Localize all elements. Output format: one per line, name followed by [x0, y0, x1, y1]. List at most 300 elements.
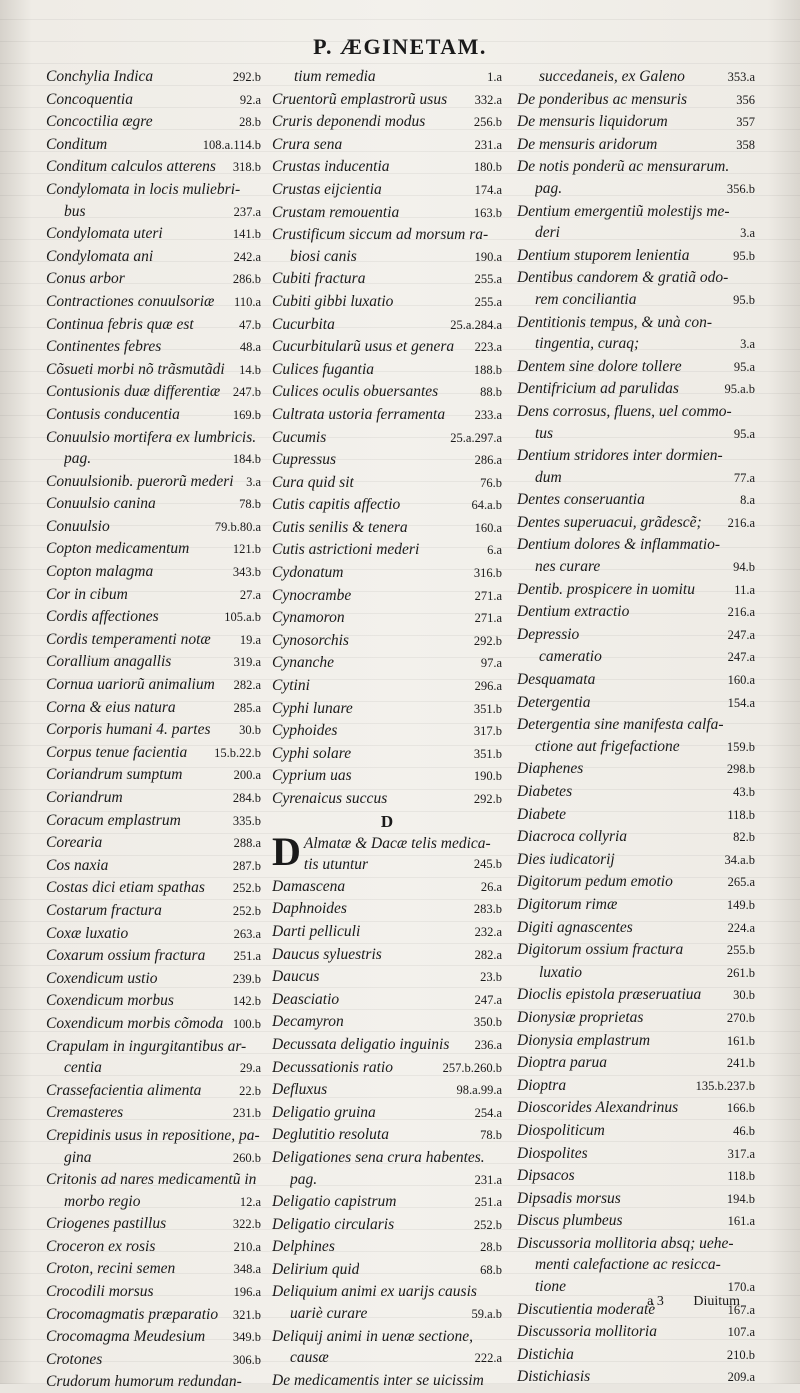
- index-entry: [46, 877, 261, 900]
- entry-text: Almatæ & Dacæ telis medica-: [303, 834, 491, 852]
- page-reference: 252.b: [473, 1217, 502, 1232]
- entry-text: Coxæ luxatio: [46, 924, 129, 942]
- page-reference: 92.a: [239, 92, 261, 107]
- page-reference: 1.a: [487, 70, 502, 84]
- page-reference: 284.b: [232, 791, 261, 805]
- page-reference: 298.b: [726, 762, 755, 777]
- entry-text: Concoctilia ægre: [46, 113, 153, 131]
- entry-continuation: [517, 423, 755, 446]
- index-entry: [517, 1165, 755, 1188]
- entry-continuation: [272, 246, 502, 269]
- page-reference: 3.a: [246, 474, 261, 489]
- entry-text: Cura quid sit: [272, 473, 354, 491]
- index-entry: [46, 719, 261, 742]
- page-reference: 322.b: [232, 1217, 261, 1232]
- page-reference: 233.a: [474, 407, 502, 422]
- entry-text: Delphines: [272, 1238, 335, 1256]
- entry-text: tium remedia: [294, 68, 376, 85]
- page-reference: 22.b: [239, 1083, 261, 1098]
- index-entry: [272, 1034, 502, 1057]
- page-reference: 76.b: [480, 475, 502, 490]
- page-reference: 27.a: [239, 587, 261, 602]
- index-entry: [517, 201, 755, 245]
- page-reference: 286.b: [232, 272, 261, 287]
- index-entry: [46, 945, 261, 968]
- page-reference: 349.b: [232, 1330, 261, 1345]
- index-entry: [46, 561, 261, 584]
- entry-text: Digitorum rimæ: [517, 895, 618, 913]
- entry-text: Dentium emergentiũ molestijs me-: [517, 202, 730, 220]
- page-reference: 3.a: [740, 337, 755, 352]
- page-reference: 25.a.284.a: [450, 317, 502, 332]
- page-reference: 358: [736, 137, 755, 152]
- index-entry: [272, 1191, 502, 1214]
- page-reference: 343.b: [232, 565, 261, 580]
- index-entry: [46, 923, 261, 946]
- index-entry: [272, 404, 502, 427]
- page-reference: 95.b: [733, 248, 755, 263]
- page-reference: 242.a: [233, 249, 261, 264]
- entry-text-cont: biosi canis: [290, 247, 357, 265]
- entry-text: Deligatio circularis: [272, 1215, 395, 1233]
- page-reference: 209.a: [727, 1370, 755, 1385]
- index-entry: [46, 1304, 261, 1327]
- entry-text: Crepidinis usus in repositione, pa-: [46, 1126, 260, 1144]
- index-entry: [46, 1371, 261, 1393]
- page-reference: 288.a: [233, 836, 261, 851]
- index-entry: [272, 517, 502, 540]
- page-reference: 231.b: [232, 1106, 261, 1121]
- entry-text: Cruentorũ emplastrorũ usus: [272, 90, 448, 108]
- page-reference: 30.b: [733, 988, 755, 1003]
- entry-text: Corearia: [46, 834, 103, 852]
- page-reference: 271.a: [474, 588, 502, 603]
- index-entry: [272, 765, 502, 788]
- index-entry: [517, 267, 755, 311]
- index-entry: [272, 89, 502, 112]
- entry-text: Cutis capitis affectio: [272, 496, 401, 514]
- entry-text: Conuulsio canina: [46, 495, 156, 513]
- index-column-2: [272, 66, 502, 1391]
- page-reference: 142.b: [232, 994, 261, 1009]
- index-entry: [46, 584, 261, 607]
- index-entry: [46, 516, 261, 539]
- page-reference: 30.b: [239, 723, 261, 738]
- entry-text: Corallium anagallis: [46, 653, 172, 671]
- index-entry: [46, 66, 261, 89]
- entry-text: Cornua uariorũ animalium: [46, 676, 215, 694]
- entry-text: Cyphi lunare: [272, 699, 353, 717]
- page-reference: 14.b: [239, 362, 261, 377]
- index-entry: [517, 134, 755, 157]
- entry-continuation: [517, 178, 755, 201]
- index-entry: [517, 939, 755, 962]
- index-entry: [272, 472, 502, 495]
- section-letter: D: [380, 811, 394, 831]
- entry-text: Cyphi solare: [272, 744, 352, 762]
- entry-text: Dentium stridores inter dormien-: [517, 447, 723, 465]
- entry-text: Cordis affectiones: [46, 608, 159, 626]
- page-reference: 59.a.b: [471, 1307, 502, 1322]
- entry-text: Deligatio capistrum: [272, 1193, 397, 1211]
- index-entry: [46, 1102, 261, 1125]
- entry-text: Dioptra parua: [517, 1054, 607, 1072]
- index-entry: [517, 826, 755, 849]
- entry-text: Dipsadis morsus: [517, 1189, 621, 1207]
- page-reference: 100.b: [232, 1016, 261, 1031]
- index-entry: [46, 832, 261, 855]
- page-reference: 252.b: [232, 881, 261, 896]
- entry-text: De mensuris liquidorum: [517, 113, 668, 131]
- entry-text: Discussoria mollitoria: [517, 1323, 657, 1341]
- entry-text: Cordis temperamenti notæ: [46, 630, 211, 648]
- page-footer: [621, 1294, 740, 1310]
- page-reference: 159.b: [726, 739, 755, 754]
- page-reference: 282.a: [233, 678, 261, 693]
- entry-continuation: [304, 854, 502, 876]
- page-reference: 216.a: [727, 605, 755, 620]
- entry-text: Conuulsionib. puerorũ mederi: [46, 472, 234, 490]
- index-entry: [272, 494, 502, 517]
- entry-text: Crapulam in ingurgitantibus ar-: [46, 1037, 247, 1055]
- page-reference: 292.b: [473, 792, 502, 806]
- entry-text: Dies iudicatorij: [517, 850, 615, 868]
- entry-continuation: [517, 556, 755, 579]
- page-reference: 82.b: [733, 830, 755, 845]
- entry-text: Dionysia emplastrum: [517, 1031, 651, 1049]
- index-entry: [46, 268, 261, 291]
- index-entry: [46, 1036, 261, 1080]
- page-reference: 317.a: [727, 1146, 755, 1161]
- page-reference: 28.b: [239, 115, 261, 130]
- entry-text: Conditum: [46, 135, 108, 153]
- page-reference: 12.a: [239, 1194, 261, 1209]
- entry-text: Dens corrosus, fluens, uel commo-: [517, 402, 732, 420]
- index-entry: [517, 646, 755, 669]
- entry-text: Dentium dolores & inflammatio-: [517, 536, 721, 554]
- entry-text: Condylomata in locis muliebri-: [46, 180, 241, 198]
- page-reference: 350.b: [473, 1015, 502, 1030]
- page-reference: 169.b: [232, 407, 261, 422]
- index-entry: [272, 336, 502, 359]
- entry-text: Cynamoron: [272, 609, 345, 627]
- index-entry: [517, 534, 755, 578]
- page-reference: 239.b: [232, 971, 261, 986]
- page-reference: 241.b: [726, 1056, 755, 1071]
- entry-text: Dentib. prospicere in uomitu: [517, 580, 695, 598]
- entry-text: Cruris deponendi modus: [272, 113, 426, 131]
- index-entry: [517, 1344, 755, 1367]
- entry-text: Corporis humani 4. partes: [46, 721, 211, 739]
- index-entry: [272, 449, 502, 472]
- index-entry: [272, 314, 502, 337]
- entry-text: Daucus syluestris: [272, 945, 382, 963]
- entry-text: Detergentia: [517, 693, 591, 711]
- entry-text: Cucumis: [272, 428, 327, 446]
- index-entry: [46, 1080, 261, 1103]
- entry-text: Cyphoides: [272, 722, 338, 740]
- index-entry: [517, 356, 755, 379]
- index-entry: [46, 291, 261, 314]
- index-entry: [517, 489, 755, 512]
- entry-text: Crustam remouentia: [272, 203, 400, 221]
- index-entry: [517, 1052, 755, 1075]
- index-entry: [46, 89, 261, 112]
- entry-text: Coracum emplastrum: [46, 811, 181, 829]
- page-reference: 43.b: [733, 785, 755, 799]
- page-reference: 265.a: [727, 875, 755, 890]
- entry-text: Cynanche: [272, 654, 334, 672]
- entry-text: Conuulsio: [46, 517, 110, 535]
- index-entry: [517, 312, 755, 356]
- entry-text: Discus plumbeus: [517, 1212, 623, 1230]
- entry-text: Cucurbitularũ usus et genera: [272, 338, 455, 356]
- index-entry: [517, 1188, 755, 1211]
- entry-text: Cremasteres: [46, 1104, 124, 1122]
- entry-text: Decussata deligatio inguinis: [272, 1035, 450, 1053]
- index-entry: [517, 111, 755, 134]
- page-header: P. ÆGINETAM.: [313, 34, 487, 59]
- page-reference: 161.a: [727, 1214, 755, 1229]
- page-reference: 319.a: [233, 655, 261, 670]
- entry-continuation: [517, 222, 755, 245]
- catchword: Diuitum: [693, 1294, 740, 1309]
- entry-text-cont: bus: [64, 202, 86, 220]
- page-reference: 270.b: [726, 1010, 755, 1025]
- page-reference: 224.a: [727, 920, 755, 935]
- index-entry: [272, 562, 502, 585]
- index-entry: [517, 245, 755, 268]
- entry-text: Discussoria mollitoria absq; uehe-: [517, 1234, 734, 1252]
- entry-text-cont: tus: [535, 424, 554, 442]
- entry-text: Dentium stuporem lenientia: [517, 246, 690, 264]
- index-entry: [517, 1321, 755, 1344]
- index-entry: [517, 401, 755, 445]
- entry-text: Contractiones conuulsoriæ: [46, 292, 215, 310]
- page-reference: 216.a: [727, 515, 755, 530]
- index-entry: [272, 111, 502, 134]
- page-reference: 107.a: [727, 1325, 755, 1340]
- index-entry: [272, 1124, 502, 1147]
- index-entry: [517, 378, 755, 401]
- index-entry: [46, 810, 261, 833]
- index-column-1: [46, 66, 261, 1393]
- index-entry: [517, 692, 755, 715]
- page-reference: 252.b: [232, 903, 261, 918]
- entry-text-cont: dum: [535, 468, 562, 486]
- page-reference: 47.b: [239, 317, 261, 332]
- index-entry: [272, 698, 502, 721]
- entry-text: Dentem sine dolore tollere: [517, 357, 682, 375]
- entry-text: Crocomagmatis præparatio: [46, 1305, 219, 1323]
- page-reference: 170.a: [727, 1280, 755, 1295]
- page-reference: 166.b: [726, 1101, 755, 1116]
- page-reference: 353.a: [727, 70, 755, 84]
- entry-text: Conditum calculos atterens: [46, 158, 216, 176]
- page-reference: 68.b: [480, 1262, 502, 1277]
- page-reference: 210.b: [726, 1347, 755, 1362]
- page-reference: 78.b: [480, 1128, 502, 1143]
- entry-text-cont: nes curare: [535, 558, 601, 576]
- page-reference: 78.b: [239, 497, 261, 512]
- entry-text-cont: uariè curare: [290, 1305, 368, 1323]
- index-entry: [46, 538, 261, 561]
- index-entry: [272, 989, 502, 1012]
- entry-text: Crudorum humorum redundan-: [46, 1373, 242, 1391]
- page-reference: 287.b: [232, 858, 261, 873]
- entry-text: Coxendicum morbus: [46, 992, 174, 1010]
- index-entry: [46, 990, 261, 1013]
- entry-continuation: [272, 1169, 502, 1192]
- page-reference: 25.a.297.a: [450, 430, 502, 445]
- page-reference: 95.a: [733, 426, 755, 441]
- page-reference: 292.b: [473, 633, 502, 648]
- entry-text: Coriandrum: [46, 789, 123, 806]
- index-entry: [272, 179, 502, 202]
- page-reference: 190.b: [473, 769, 502, 784]
- entry-text-cont: tis utuntur: [303, 856, 369, 874]
- entry-text: Cos naxia: [46, 856, 109, 874]
- entry-text: Cyprium uas: [272, 767, 352, 785]
- index-entry: [46, 314, 261, 337]
- index-entry: [517, 714, 755, 758]
- entry-text: Crustas eijcientia: [272, 180, 382, 198]
- entry-text: Dentes superuacui, grãdescẽ;: [517, 513, 702, 531]
- entry-continuation: [46, 1057, 261, 1080]
- index-entry: [46, 1125, 261, 1169]
- index-entry: [46, 651, 261, 674]
- entry-text: Crotones: [46, 1350, 103, 1368]
- index-entry: [517, 512, 755, 535]
- index-entry: [46, 1213, 261, 1236]
- index-entry: [272, 828, 502, 876]
- index-entry: [46, 381, 261, 404]
- page-reference: 245.b: [473, 857, 502, 872]
- page-reference: 348.a: [233, 1262, 261, 1277]
- entry-text: Conus arbor: [46, 270, 125, 288]
- index-entry: [272, 66, 502, 89]
- page-reference: 236.a: [474, 1037, 502, 1052]
- entry-text: Corna & eius natura: [46, 698, 176, 716]
- entry-text: Copton medicamentum: [46, 540, 190, 558]
- index-entry: [46, 427, 261, 471]
- page-reference: 261.b: [726, 965, 755, 980]
- page-reference: 188.b: [473, 362, 502, 377]
- index-entry: [272, 743, 502, 766]
- page-reference: 154.a: [727, 695, 755, 710]
- index-entry: [272, 1147, 502, 1191]
- page-reference: 247.a: [474, 992, 502, 1007]
- page-reference: 64.a.b: [471, 498, 502, 513]
- index-entry: [272, 1214, 502, 1237]
- entry-text: Crustificum siccum ad morsum ra-: [272, 226, 489, 244]
- entry-text: Decussationis ratio: [272, 1058, 393, 1076]
- entry-continuation: [517, 333, 755, 356]
- entry-text: Dentes conseruantia: [517, 491, 645, 509]
- entry-text: Delirium quid: [272, 1260, 360, 1278]
- entry-continuation: [46, 1147, 261, 1170]
- index-entry: [46, 493, 261, 516]
- index-entry: [46, 697, 261, 720]
- page-reference: 335.b: [232, 813, 261, 828]
- page-reference: 223.a: [474, 340, 502, 355]
- page-reference: 332.a: [474, 92, 502, 107]
- entry-text-cont: gina: [64, 1148, 92, 1166]
- page-reference: 232.a: [474, 924, 502, 939]
- index-entry: [272, 1259, 502, 1282]
- entry-text: Critonis ad nares medicamentũ in: [46, 1171, 257, 1189]
- page-reference: 351.b: [473, 701, 502, 716]
- index-entry: [517, 579, 755, 602]
- entry-text: Diacroca collyria: [517, 828, 628, 846]
- index-entry: [517, 804, 755, 827]
- index-entry: [517, 1030, 755, 1053]
- index-entry: [272, 1079, 502, 1102]
- index-entry: [517, 758, 755, 781]
- index-entry: [272, 539, 502, 562]
- page-reference: 210.a: [233, 1239, 261, 1254]
- index-entry: [272, 1281, 502, 1325]
- entry-text: Croton, recini semen: [46, 1260, 176, 1278]
- entry-text: Conchylia Indica: [46, 68, 154, 85]
- page-reference: 141.b: [232, 227, 261, 242]
- entry-text: Dentitionis tempus, & unà con-: [517, 313, 713, 331]
- entry-text: Defluxus: [272, 1081, 328, 1099]
- page-reference: 263.a: [233, 926, 261, 941]
- entry-text: Depressio: [517, 625, 580, 643]
- index-entry: [46, 787, 261, 810]
- page-reference: 306.b: [232, 1352, 261, 1367]
- index-entry: [46, 179, 261, 223]
- page-reference: 26.a: [480, 879, 502, 894]
- entry-text: Contusionis duæ differentiæ: [46, 383, 221, 401]
- page-reference: 95.a: [733, 359, 755, 374]
- page-reference: 118.b: [727, 807, 755, 822]
- page-reference: 254.a: [474, 1105, 502, 1120]
- index-entry: [46, 246, 261, 269]
- index-entry: [272, 1102, 502, 1125]
- index-entry: [272, 1326, 502, 1370]
- index-entry: [517, 1007, 755, 1030]
- entry-text: Damascena: [272, 877, 346, 895]
- index-entry: [46, 1236, 261, 1259]
- index-entry: [46, 156, 261, 179]
- entry-text: Decamyron: [272, 1013, 344, 1031]
- entry-text: Deligatio gruina: [272, 1103, 376, 1121]
- entry-text: De ponderibus ac mensuris: [517, 90, 688, 108]
- entry-text-cont: causæ: [290, 1349, 329, 1367]
- page-reference: 6.a: [487, 543, 502, 558]
- index-entry: [46, 1258, 261, 1281]
- page-reference: 118.b: [727, 1169, 755, 1184]
- entry-text: Crura sena: [272, 135, 343, 153]
- entry-text: Daucus: [272, 968, 320, 986]
- page-reference: 283.b: [473, 902, 502, 917]
- entry-text-cont: tione: [535, 1278, 566, 1296]
- entry-continuation: [517, 467, 755, 490]
- page-reference: 95.a.b: [724, 382, 755, 397]
- entry-text-cont: pag.: [290, 1170, 318, 1188]
- entry-text: Condylomata uteri: [46, 225, 163, 243]
- entry-text: Crocomagma Meudesium: [46, 1328, 206, 1346]
- page-reference: 174.a: [474, 182, 502, 197]
- entry-text: Corpus tenue facientia: [46, 743, 188, 761]
- entry-text: Dioscorides Alexandrinus: [517, 1099, 679, 1117]
- page-reference: 135.b.237.b: [695, 1078, 755, 1093]
- page-reference: 231.a: [474, 137, 502, 152]
- entry-text: Cultrata ustoria ferramenta: [272, 405, 446, 423]
- entry-text-cont: pag.: [535, 179, 563, 197]
